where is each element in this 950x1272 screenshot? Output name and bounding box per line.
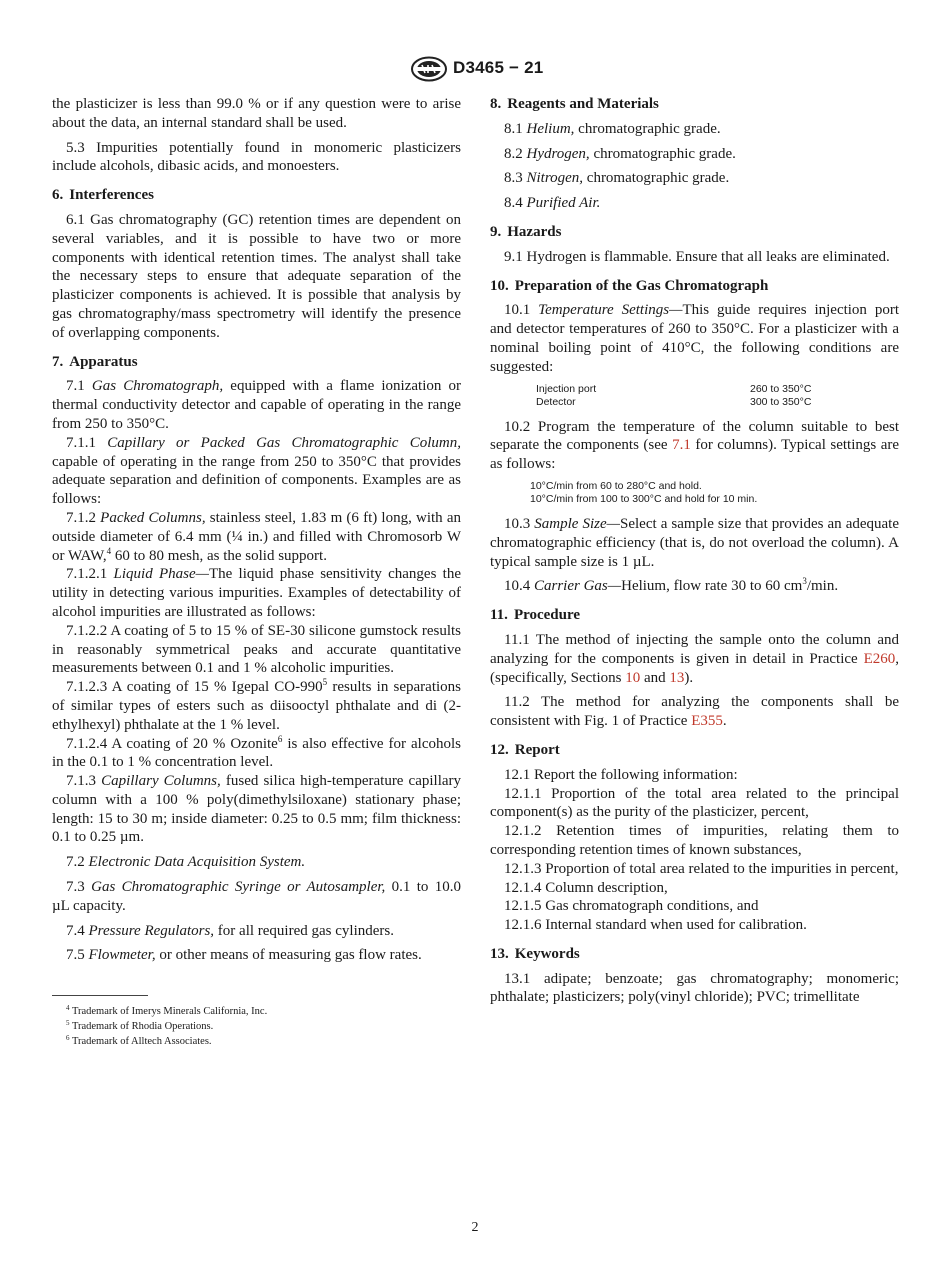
xref-e355-link[interactable]: E355	[691, 713, 723, 730]
paragraph-6-1: 6.1 Gas chromatography (GC) retention times are dependent on several variables, and it is possible to have two or more components with identical retention times. The analyst shall take the necessary steps to ensure that adequate separation of the plasticizer components is achieved. It is possible that analysis by gas chromatography/mass spectrometry will identify the presence of overlapping components.	[52, 211, 461, 341]
footnote-ref-6: 6	[277, 733, 283, 744]
xref-section-10-link[interactable]: 10	[625, 669, 641, 686]
paragraph-10-4: 10.4 Carrier Gas—Helium, flow rate 30 to 60 $cm^3/\min$.	[504, 576, 839, 595]
list-item: 12.1.5 Gas chromatograph conditions, and	[504, 898, 759, 915]
footnote-ref-4: 4	[106, 545, 112, 556]
footnotes	[52, 1004, 461, 1049]
footnote-4: $^4$ Trademark of Imerys Minerals California, Inc.	[66, 1004, 268, 1017]
footnote-ref-5: 5	[322, 677, 328, 688]
paragraph-10-2: 10.2 Program the temperature of the column suitable to best separate the components (see 7.1 for columns). Typical settings are as follows:	[490, 418, 900, 473]
footnote-6: $^6$ Trademark of Alltech Associates.	[66, 1034, 212, 1047]
list-item: 12.1 Report the following information:	[504, 766, 738, 783]
paragraph-7-1-2-4: 7.1.2.4 A coating of 20 % Ozonite$^6$ is also effective for alcohols in the 0.1 to 1 % concentration level.	[52, 733, 461, 771]
section-10-heading: 10. Preparation of the Gas Chromatograph	[490, 277, 769, 294]
paragraph-8-2: 8.2 Hydrogen, chromatographic grade.	[504, 145, 736, 162]
section-6-heading: 6. Interferences	[52, 187, 154, 204]
footnote-divider	[52, 995, 148, 996]
xref-e260-link[interactable]: E260	[863, 650, 896, 667]
paragraph-13-1: 13.1 adipate; benzoate; gas chromatography; monomeric; phthalate; plasticizers; poly(vinyl chloride); PVC; trimellitate	[490, 970, 899, 1006]
section-13-heading: 13. Keywords	[490, 945, 580, 962]
section-7-heading: 7. Apparatus	[52, 353, 138, 370]
paragraph-7-2: 7.2 Electronic Data Acquisition System.	[66, 854, 306, 871]
list-item: 12.1.4 Column description,	[504, 879, 668, 896]
paragraph-9-1: 9.1 Hydrogen is flammable. Ensure that all leaks are eliminated.	[504, 248, 890, 265]
temperature-settings-table	[490, 383, 899, 410]
paragraph-5-3: 5.3 Impurities potentially found in monomeric plasticizers include alcohols, dibasic acids, and monoesters.	[52, 139, 461, 175]
section-11-heading: 11. Procedure	[490, 607, 581, 624]
xref-7-1-link[interactable]: 7.1	[672, 437, 691, 454]
paragraph-11-2: 11.2 The method for analyzing the components shall be consistent with Fig. 1 of Practice E355.	[490, 694, 899, 730]
right-column	[490, 95, 899, 1013]
page-header	[0, 56, 950, 82]
paragraph-10-3: 10.3 Sample Size—Select a sample size that provides an adequate chromatographic efficiency (that is, do not overload the column). A typical sample size is 1 µL.	[490, 515, 899, 570]
temperature-program-list	[530, 480, 899, 507]
paragraph-8-1: 8.1 Helium, chromatographic grade.	[504, 120, 721, 137]
section-8-heading: 8. Reagents and Materials	[490, 96, 659, 112]
section-9-heading: 9. Hazards	[490, 223, 562, 240]
left-column	[52, 95, 461, 971]
page-number: 2	[471, 1220, 479, 1235]
list-item: 12.1.3 Proportion of total area related to the impurities in percent,	[504, 860, 899, 877]
paragraph-7-1: 7.1 Gas Chromatograph, equipped with a flame ionization or thermal conductivity detector and capable of operating in the range from 250 to 350°C.	[52, 378, 462, 432]
paragraph-7-1-2: 7.1.2 Packed Columns, stainless steel, 1.83 m (6 ft) long, with an outside diameter of 6.4 mm (¼ in.) and filled with Chromosorb W or WAW,$^4$ 60 to 80 mesh, as the solid support.	[52, 509, 461, 564]
paragraph-continuation: the plasticizer is less than 99.0 % or if any question were to arise about the data, an internal standard shall be used.	[52, 96, 461, 131]
list-item: 12.1.1 Proportion of the total area related to the principal component(s) as the purity of the plasticizer, percent,	[490, 785, 899, 821]
paragraph-7-3: 7.3 Gas Chromatographic Syringe or Autosampler, 0.1 to 10.0 µL capacity.	[52, 879, 462, 914]
astm-logo-icon	[410, 56, 448, 82]
footnote-5: $^5$ Trademark of Rhodia Operations.	[66, 1019, 214, 1032]
list-item: 10°C/min from 100 to 300°C and hold for 10 min.	[530, 493, 758, 506]
list-item: 12.1.6 Internal standard when used for calibration.	[504, 917, 807, 934]
paragraph-7-1-2-1: 7.1.2.1 Liquid Phase—The liquid phase sensitivity changes the utility in detecting various impurities. Examples of detectability of alcohol impurities are illustrated as follows:	[52, 566, 462, 620]
paragraph-7-1-2-3: 7.1.2.3 A coating of 15 % Igepal $CO-990^5$ results in separations of similar types of esters such as diisooctyl phthalate and di (2-ethylhexyl) phthalate at the 1 % level.	[52, 677, 461, 733]
table-row: Detector 300 to 350°C	[536, 396, 812, 409]
paragraph-7-1-2-2: 7.1.2.2 A coating of 5 to 15 % of SE-30 silicone gumstock results in reasonably symmetrical peaks and accurate quantitative measurements between 0.1 and 1 % alcoholic impurities.	[52, 622, 461, 677]
list-item: 10°C/min from 60 to 280°C and hold.	[530, 479, 702, 492]
paragraph-7-4: 7.4 Pressure Regulators, for all required gas cylinders.	[66, 922, 394, 939]
section-12-heading: 12. Report	[490, 741, 560, 758]
document-id: D3465 − 21	[453, 58, 544, 77]
paragraph-10-1: 10.1 Temperature Settings—This guide requires injection port and detector temperatures of 260 to 350°C. For a plasticizer with a nominal boiling point of 410°C, the following conditions are suggested:	[490, 302, 899, 375]
paragraph-11-1: 11.1 The method of injecting the sample onto the column and analyzing for the components is given in detail in Practice E260, (specifically, Sections 10 and 13).	[490, 631, 899, 686]
paragraph-7-1-1: 7.1.1 Capillary or Packed Gas Chromatographic Column, capable of operating in the range from 250 to 350°C that provides adequate separation and definition of components. Examples are as follows:	[52, 434, 461, 508]
table-row: Injection port 260 to 350°C	[536, 382, 812, 395]
paragraph-7-5: 7.5 Flowmeter, or other means of measuring gas flow rates.	[66, 947, 422, 964]
list-item: 12.1.2 Retention times of impurities, relating them to corresponding retention times of known substances,	[490, 823, 899, 858]
paragraph-8-3: 8.3 Nitrogen, chromatographic grade.	[504, 170, 730, 187]
paragraph-7-1-3: 7.1.3 Capillary Columns, fused silica high-temperature capillary column with a 100 % poly(dimethylsiloxane) stationary phase; length: 15 to 30 m; inside diameter: 0.25 to 0.5 mm; film thickness: 0.1 to 0.25 µm.	[52, 773, 462, 846]
xref-section-13-link[interactable]: 13	[669, 669, 685, 686]
paragraph-8-4: 8.4 Purified Air.	[504, 195, 601, 212]
